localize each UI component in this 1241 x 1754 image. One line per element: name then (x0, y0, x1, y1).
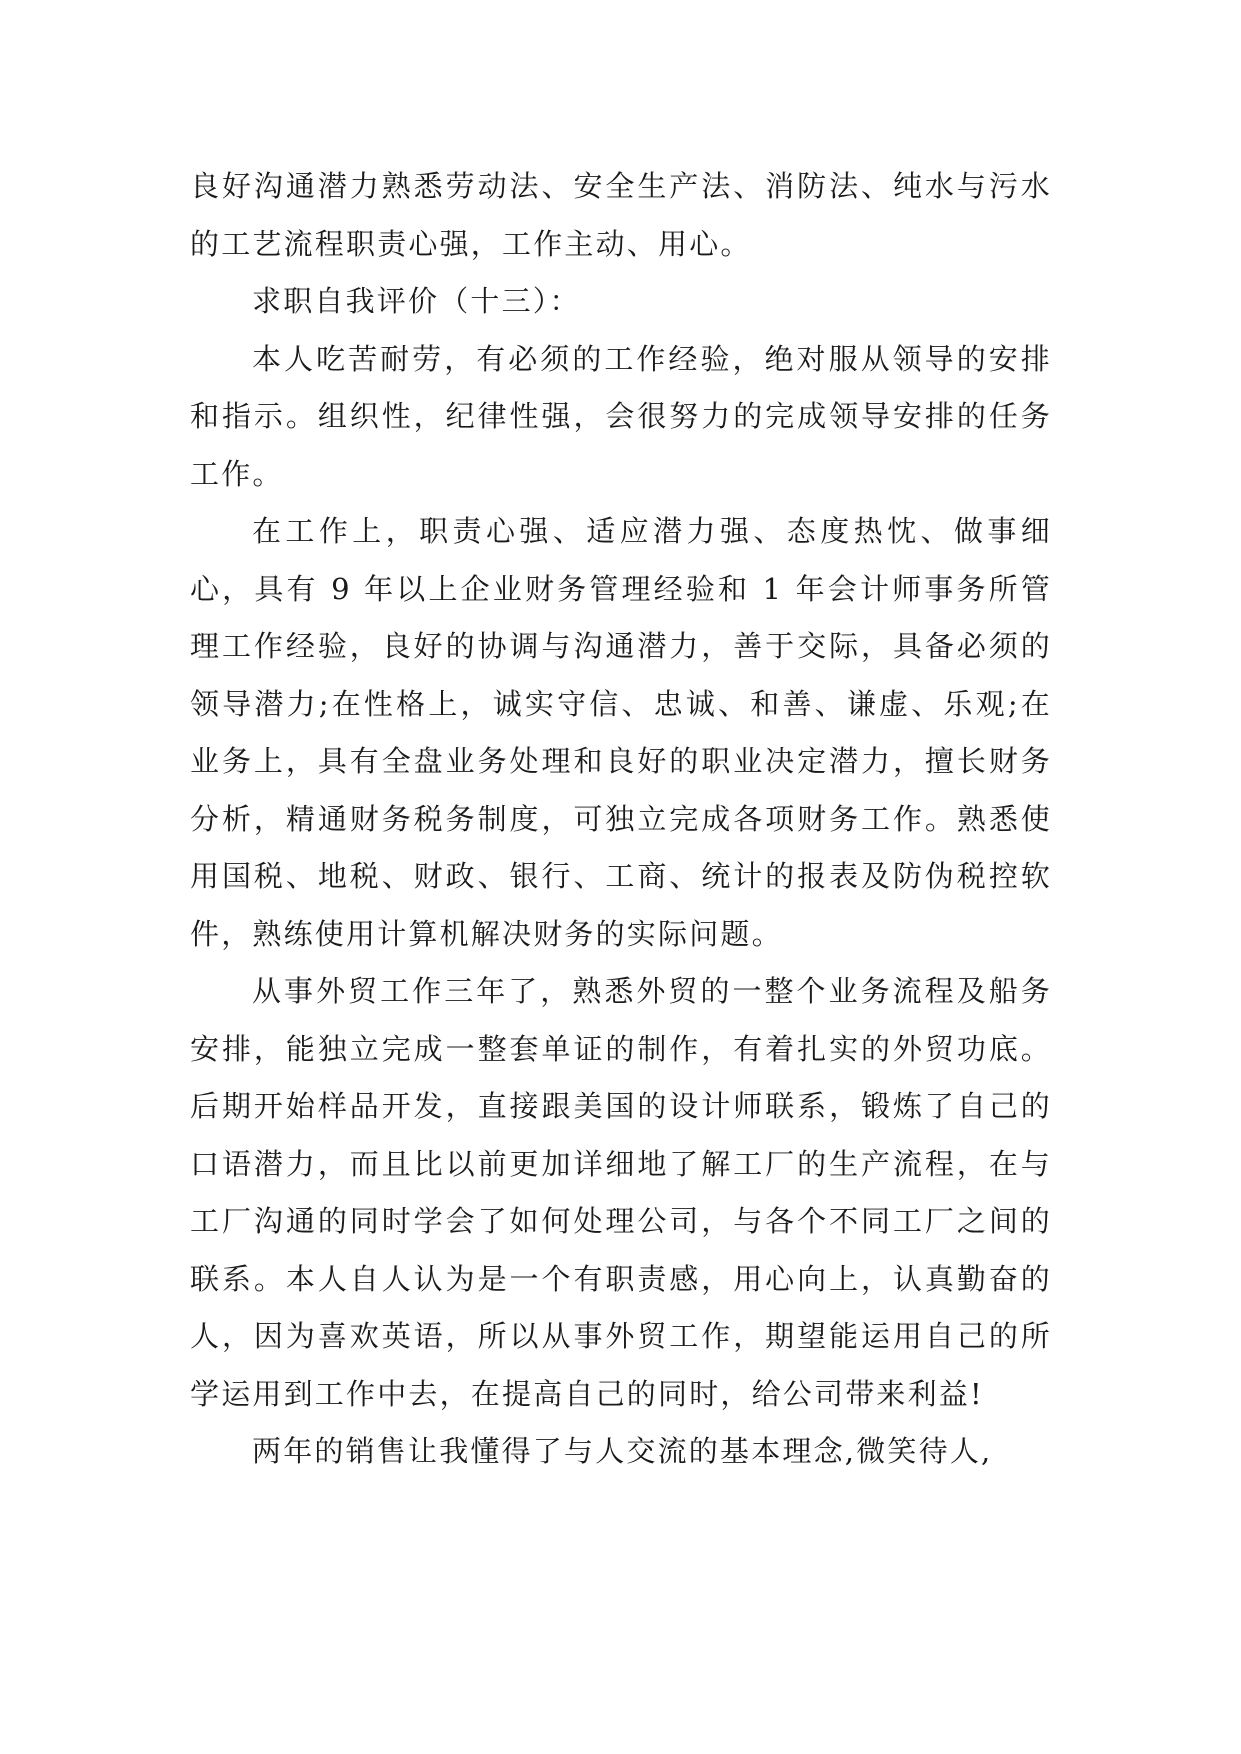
paragraph-4: 在工作上，职责心强、适应潜力强、态度热忱、做事细心，具有 9 年以上企业财务管理经验和 1 年会计师事务所管理工作经验，良好的协调与沟通潜力，善于交际，具备必须的领导潜力;在性格上，诚实守信、忠诚、和善、谦虚、乐观;在业务上，具有全盘业务处理和良好的职业决定潜力，擅长财务分析，精通财务税务制度，可独立完成各项财务工作。熟悉使用国税、地税、财政、银行、工商、统计的报表及防伪税控软件，熟练使用计算机解决财务的实际问题。 (190, 514, 1052, 951)
paragraph-3: 本人吃苦耐劳，有必须的工作经验，绝对服从领导的安排和指示。组织性，纪律性强，会很努力的完成领导安排的任务工作。 (190, 341, 1052, 491)
paragraph-heading: 求职自我评价（十三）： (252, 284, 581, 318)
paragraph-5: 从事外贸工作三年了，熟悉外贸的一整个业务流程及船务安排，能独立完成一整套单证的制作，有着扎实的外贸功底。后期开始样品开发，直接跟美国的设计师联系，锻炼了自己的口语潜力，而且比以前更加详细地了解工厂的生产流程，在与工厂沟通的同时学会了如何处理公司，与各个不同工厂之间的联系。本人自人认为是一个有职责感，用心向上，认真勤奋的人，因为喜欢英语，所以从事外贸工作，期望能运用自己的所学运用到工作中去，在提高自己的同时，给公司带来利益! (190, 974, 1052, 1411)
paragraph-1: 良好沟通潜力熟悉劳动法、安全生产法、消防法、纯水与污水的工艺流程职责心强，工作主动、用心。 (190, 169, 1052, 261)
paragraph-6: 两年的销售让我懂得了与人交流的基本理念,微笑待人, (252, 1434, 993, 1468)
document-body (190, 158, 1052, 1481)
